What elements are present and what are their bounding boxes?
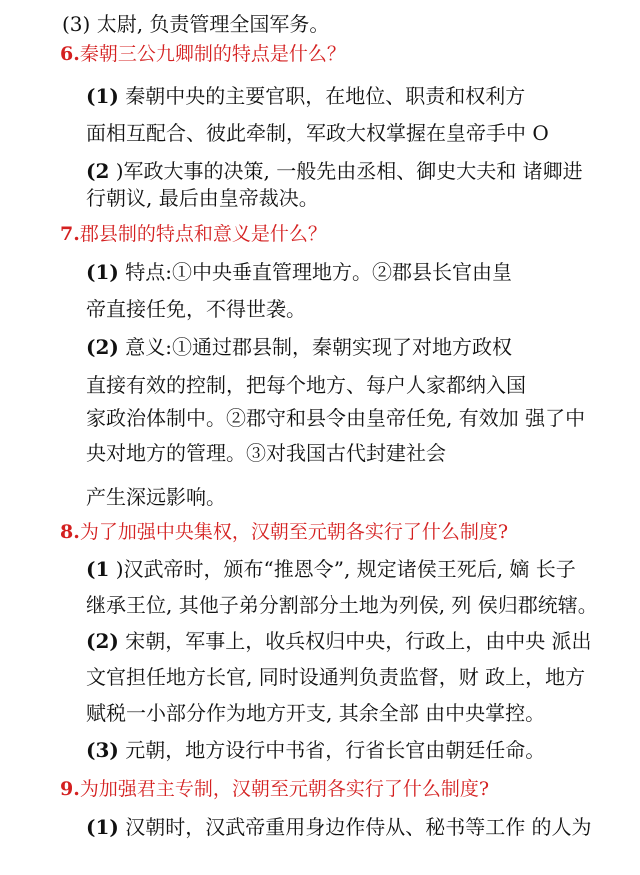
answer-line: 赋税一小部分作为地方开支, 其余全部 由中央掌控。 [86,701,546,725]
answer-line: (2 )军政大事的决策, 一般先由丞相、御史大夫和 诸卿进 [86,159,583,183]
answer-line: 面相互配合、彼此牵制，军政大权掌握在皇帝手中 O [86,121,549,145]
answer-line: (3) 元朝，地方设行中书省，行省长官由朝廷任命。 [86,738,546,762]
answer-line: (1) 汉朝时，汉武帝重用身边作侍从、秘书等工作 的人为 [86,815,592,839]
answer-line: (2) 意义:①通过郡县制，秦朝实现了对地方政权 [86,335,512,359]
answer-line: 继承王位, 其他子弟分割部分土地为列侯, 列 侯归郡统辖。 [86,593,598,617]
answer-line: 央对地方的管理。③对我国古代封建社会 [86,441,446,465]
answer-line: (1 )汉武帝时，颁布“推恩令”, 规定诸侯王死后, 嫡 长子 [86,557,576,581]
answer-line: 家政治体制中。②郡守和县令由皇帝任免, 有效加 强了中 [86,406,586,430]
answer-line: (2) 宋朝，军事上，收兵权归中央，行政上，由中央 派出 [86,629,592,653]
question-heading: 8.为了加强中央集权，汉朝至元朝各实行了什么制度? [60,521,509,543]
question-heading: 9.为加强君主专制，汉朝至元朝各实行了什么制度? [60,778,490,800]
answer-line: (1) 特点:①中央垂直管理地方。②郡县长官由皇 [86,260,512,284]
answer-line: 文官担任地方长官, 同时设通判负责监督，财 政上，地方 [86,665,586,689]
answer-line: 帝直接任免，不得世袭。 [86,297,306,321]
answer-line: (1) 秦朝中央的主要官职，在地位、职责和权利方 [86,84,526,108]
question-heading: 6.秦朝三公九卿制的特点是什么？ [60,43,346,65]
question-heading: 7.郡县制的特点和意义是什么？ [60,223,327,245]
answer-line: 直接有效的控制，把每个地方、每户人家都纳入国 [86,373,526,397]
answer-line: 产生深远影响。 [86,485,226,509]
answer-line: (3) 太尉, 负责管理全国军务。 [62,12,330,36]
answer-line: 行朝议, 最后由皇帝裁决。 [86,186,319,210]
